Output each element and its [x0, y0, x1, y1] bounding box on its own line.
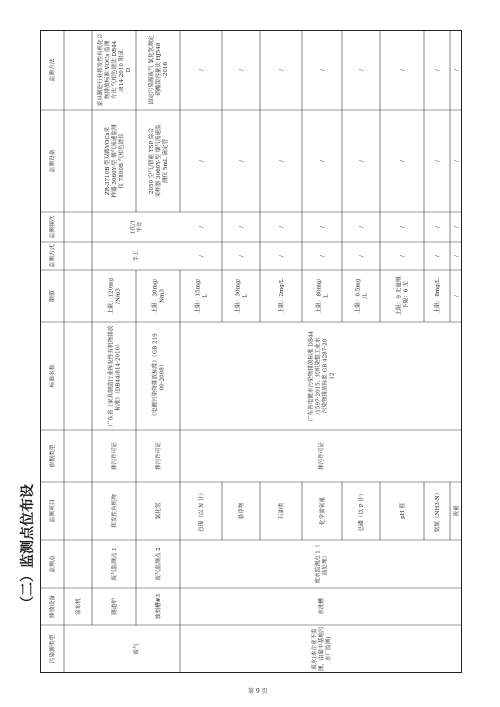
cell-device-4-line: / — [239, 160, 246, 162]
cell-device-7-text — [359, 160, 365, 162]
cell-item-7-text — [357, 491, 365, 532]
cell-item-9 — [433, 490, 441, 533]
header-basis-text — [48, 444, 56, 467]
cell-mode-6-line: / — [320, 255, 327, 257]
cell-mode-6 — [320, 255, 326, 257]
header-device — [48, 149, 56, 172]
cell-method-7 — [359, 69, 365, 71]
cell-method-1-line: /814-2010 附录 — [119, 48, 126, 92]
cell-device-5 — [279, 160, 285, 162]
cell-freq-7-text — [359, 226, 365, 228]
cell-device-6-text — [320, 160, 326, 162]
cell-method-1-line: 方法 气相色谱法 DB44 — [112, 40, 119, 100]
cell-basis-1-text — [110, 442, 118, 470]
cell-item-3-text — [197, 490, 205, 532]
cell-freq-7-line: / — [359, 226, 366, 228]
cell-limit-9-text — [433, 278, 441, 313]
cell-method-1-line: D — [126, 67, 133, 73]
cell-std-2 — [151, 333, 166, 419]
cell-limit-4-line: L — [242, 294, 249, 298]
cell-point-3-line: 前处理） — [322, 552, 329, 576]
cell-method-5-line: / — [279, 69, 286, 71]
cell-method-2-line: 硝酸银容量法 HJ548 — [156, 42, 163, 98]
cell-device-3-line: / — [199, 160, 206, 162]
cell-mode-9-text — [435, 255, 441, 257]
cell-freq-10 — [454, 226, 460, 228]
cell-mode-3-line: / — [199, 255, 206, 257]
header-type — [48, 634, 56, 663]
cell-freq-8 — [400, 226, 406, 228]
cell-limit-7-line: 上限：0.5mg — [355, 278, 362, 314]
header-type-line: 污染源类型 — [50, 634, 57, 664]
cell-device-3 — [199, 160, 205, 162]
cell-mode-5 — [279, 255, 285, 257]
cell-mode-10-text — [454, 255, 460, 257]
cell-item-4-text — [237, 502, 245, 519]
cell-std-1-text — [107, 325, 122, 426]
monitoring-table — [40, 30, 462, 673]
cell-limit-4-text — [234, 279, 249, 314]
cell-method-2-line: -2016 — [163, 61, 170, 79]
header-std-text — [48, 364, 56, 387]
cell-std-3-line: 12 — [329, 372, 336, 380]
cell-equip-1 — [110, 598, 118, 615]
cell-device-2 — [147, 124, 169, 198]
cell-mode-5-text — [279, 255, 285, 257]
cell-basis-2-text — [154, 442, 162, 470]
cell-limit-2-line: 上限：30mg/ — [152, 278, 159, 314]
cell-method-2-line: 固定污染源废气 氯化氢测定 — [149, 35, 156, 105]
cell-device-1-line: 仪 7890B 气相色谱仪 — [119, 133, 126, 189]
cell-freq-5 — [279, 226, 285, 228]
cell-std-1-line: 标准》（DB44/814-2010） — [115, 341, 122, 411]
cell-basis-3-text — [317, 442, 325, 470]
cell-limit-1-line: /Nm3 — [115, 288, 122, 304]
cell-method-8-text — [400, 69, 406, 71]
cell-item-3-line: 总镍（以 N 计） — [199, 489, 206, 533]
cell-freq-5-line: / — [279, 226, 286, 228]
cell-type-1 — [132, 643, 140, 655]
cell-basis-2-line: 排污许可证 — [156, 442, 163, 470]
cell-limit-2-text — [151, 279, 166, 314]
header-item — [48, 499, 56, 522]
cell-point-2 — [154, 547, 162, 581]
cell-equip-2-line: 蚀刻槽#3 — [156, 593, 163, 620]
cell-method-3 — [199, 69, 205, 71]
cell-mode-7-line: / — [359, 255, 366, 257]
header-freq — [48, 215, 56, 238]
header-type-text — [48, 634, 56, 663]
cell-freq-4-line: / — [239, 226, 246, 228]
cell-freq-10-line: / — [454, 226, 461, 228]
header-limit — [48, 290, 56, 302]
cell-item-4-line: 悬浮物 — [239, 502, 246, 520]
cell-freq-3-text — [199, 226, 205, 228]
cell-item-4 — [237, 502, 245, 519]
cell-device-3-text — [199, 160, 205, 162]
cell-device-1 — [103, 124, 125, 198]
cell-equip-0-text — [74, 598, 82, 615]
cell-item-10-line: 流量 — [454, 505, 461, 517]
cell-mode-8-line: / — [400, 255, 407, 257]
cell-limit-1-line: 上限：120mg — [108, 277, 115, 315]
cell-limit-2-line: Nm3 — [159, 289, 166, 303]
cell-item-10-text — [452, 505, 460, 517]
header-item-text — [48, 499, 56, 522]
cell-method-6 — [320, 69, 326, 71]
cell-method-4 — [239, 69, 245, 71]
header-equip — [48, 595, 56, 618]
cell-item-10 — [452, 505, 460, 517]
cell-item-2 — [154, 502, 162, 519]
section-title: （二）监测点位布设 — [20, 484, 36, 610]
cell-method-2-text — [147, 35, 169, 104]
cell-device-8-text — [400, 160, 406, 162]
cell-limit-3-line: L — [202, 294, 209, 298]
cell-item-1-line: 挥发性有机物 — [112, 494, 119, 528]
cell-limit-10 — [454, 295, 460, 297]
header-point-line: 监测点 — [50, 555, 57, 573]
cell-device-4 — [239, 160, 245, 162]
cell-mode-3 — [199, 255, 205, 257]
header-equip-line: 排放设备 — [50, 594, 57, 619]
cell-method-1-line: 家具制造行业挥发性有机化合 — [98, 33, 105, 107]
cell-basis-1-line: 排污许可证 — [112, 442, 119, 470]
cell-method-9-text — [435, 69, 441, 71]
cell-equip-0-line: 涂布机 — [76, 598, 83, 615]
cell-freq-1-text — [129, 220, 144, 235]
cell-device-4-text — [239, 160, 245, 162]
cell-limit-3-line: 上限：15mg/ — [195, 278, 202, 314]
cell-limit-1 — [107, 277, 122, 314]
cell-item-5-text — [277, 502, 285, 519]
cell-mode-9 — [435, 255, 441, 257]
cell-mode-7 — [359, 255, 365, 257]
cell-item-6 — [318, 497, 326, 525]
cell-equip-3-line: 水洗槽 — [319, 598, 326, 615]
cell-item-8 — [398, 503, 406, 519]
cell-freq-6-line: / — [320, 226, 327, 228]
cell-limit-10-text — [454, 295, 460, 297]
cell-method-10-text — [454, 69, 460, 71]
cell-type-1-line: 废气 — [134, 643, 141, 655]
header-basis-line: 依据类型 — [50, 444, 57, 468]
cell-mode-8-text — [400, 255, 406, 257]
cell-device-7 — [359, 160, 365, 162]
cell-device-9-line: / — [435, 160, 442, 162]
header-device-line: 监测设备 — [50, 149, 57, 173]
header-equip-text — [48, 595, 56, 618]
cell-device-1-text — [103, 124, 125, 198]
cell-item-8-line: pH 值 — [400, 503, 407, 519]
cell-method-6-text — [320, 69, 326, 71]
cell-limit-3 — [194, 279, 209, 314]
header-device-text — [48, 149, 56, 172]
cell-method-2 — [147, 35, 169, 104]
cell-limit-8-line: 上限：9 无量纲 — [396, 276, 403, 316]
cell-equip-2 — [154, 594, 162, 619]
cell-limit-8-text — [395, 276, 410, 315]
cell-std-2-text — [151, 333, 166, 419]
cell-std-3-line: 广东省电镀水污染物排放标准 DB44 — [308, 330, 315, 422]
header-method-line: 监测方法 — [50, 58, 57, 82]
cell-mode-8 — [400, 255, 406, 257]
cell-freq-10-text — [454, 226, 460, 228]
cell-mode-10-line: / — [454, 255, 461, 257]
cell-type-3-line: 测，由蒙丰基地污 — [319, 626, 326, 672]
monitoring-table-grid — [40, 30, 462, 673]
cell-freq-9-text — [435, 226, 441, 228]
cell-device-7-line: / — [359, 160, 366, 162]
cell-std-1 — [107, 325, 122, 426]
cell-method-3-line: / — [199, 69, 206, 71]
cell-device-5-text — [279, 160, 285, 162]
cell-equip-3-text — [317, 598, 325, 615]
cell-std-3-text — [307, 330, 336, 421]
cell-basis-2 — [154, 442, 162, 470]
cell-method-5-text — [279, 69, 285, 71]
cell-point-3-text — [314, 544, 329, 583]
cell-device-10-line: / — [454, 160, 461, 162]
cell-point-1-text — [110, 547, 118, 580]
cell-equip-1-text — [110, 598, 118, 615]
cell-point-3 — [314, 544, 329, 583]
cell-method-10 — [454, 69, 460, 71]
cell-method-3-text — [199, 69, 205, 71]
cell-std-3-line: 污染物排放标准 GB 4287-20 — [322, 338, 329, 414]
cell-device-2-text — [147, 124, 169, 198]
cell-device-8 — [400, 160, 406, 162]
header-freq-line: 监测频次 — [50, 215, 57, 239]
cell-freq-8-text — [400, 226, 406, 228]
cell-freq-4 — [239, 226, 245, 228]
cell-mode-5-line: / — [279, 255, 286, 257]
cell-std-2-line: 《电镀污染物排放标准》（GB 219 — [152, 333, 159, 419]
cell-limit-8 — [395, 276, 410, 315]
cell-mode-9-line: / — [435, 255, 442, 257]
header-basis — [48, 444, 56, 467]
cell-basis-3 — [317, 442, 325, 470]
cell-type-3-line: 水厂监测) — [326, 636, 333, 662]
cell-method-7-line: / — [359, 69, 366, 71]
cell-limit-6 — [315, 279, 330, 314]
header-item-line: 监测项目 — [50, 499, 57, 523]
cell-device-10-text — [454, 160, 460, 162]
cell-method-4-line: / — [239, 69, 246, 71]
cell-device-9 — [435, 160, 441, 162]
cell-mode-4-text — [239, 255, 245, 257]
header-method-text — [48, 58, 56, 81]
cell-item-1-text — [110, 494, 118, 528]
cell-mode-3-text — [199, 255, 205, 257]
cell-limit-4-line: 上限：30mg/ — [235, 278, 242, 314]
cell-limit-6-text — [315, 279, 330, 314]
cell-freq-1-line: 半年 — [137, 221, 144, 233]
cell-limit-4 — [234, 279, 249, 314]
cell-method-1-text — [96, 33, 132, 106]
cell-limit-5-text — [277, 278, 285, 313]
cell-mode-1-line: 手工 — [134, 250, 141, 262]
cell-method-1 — [96, 33, 132, 106]
cell-device-1-line: 样器 3060Y-型 烟气流速监测 — [112, 124, 119, 198]
cell-freq-6 — [320, 226, 326, 228]
cell-point-3-line: 废水监测点 1（ — [315, 544, 322, 584]
cell-limit-5 — [277, 278, 285, 313]
cell-method-5 — [279, 69, 285, 71]
cell-basis-3-line: 排污许可证 — [319, 442, 326, 470]
cell-device-1-line: ZR-3710B 型双路VOCs采 — [105, 126, 112, 196]
cell-limit-2 — [151, 279, 166, 314]
cell-point-1-line: 废气监测点 1 — [112, 547, 119, 581]
cell-mode-1-text — [132, 250, 140, 262]
cell-limit-5-line: 上限：2mg/L — [279, 278, 286, 314]
table-border — [41, 31, 462, 673]
cell-method-10-line: / — [454, 69, 461, 71]
cell-freq-3 — [199, 226, 205, 228]
cell-method-9 — [435, 69, 441, 71]
cell-limit-7 — [354, 278, 369, 313]
cell-item-7 — [357, 491, 365, 532]
cell-device-2-line: 测仪 5mL 滴定管 — [163, 138, 170, 184]
cell-freq-8-line: / — [400, 226, 407, 228]
cell-equip-1-line: 隧道炉 — [112, 598, 119, 615]
cell-item-9-line: 氨氮（NH3-N） — [435, 489, 442, 533]
cell-freq-9-line: / — [435, 226, 442, 228]
cell-freq-4-text — [239, 226, 245, 228]
cell-method-7-text — [359, 69, 365, 71]
cell-std-2-line: 00-2008） — [159, 361, 166, 391]
cell-item-7-line: 总磷（以 P 计） — [359, 490, 366, 532]
cell-method-1-line: 物排放标准 VOCs 监测 — [105, 40, 112, 100]
cell-freq-3-line: / — [199, 226, 206, 228]
header-std-line: 标准名称 — [50, 364, 57, 388]
cell-item-8-text — [398, 503, 406, 519]
cell-device-9-text — [435, 160, 441, 162]
cell-freq-5-text — [279, 226, 285, 228]
header-mode — [48, 244, 56, 267]
cell-mode-4 — [239, 255, 245, 257]
cell-device-6 — [320, 160, 326, 162]
cell-device-8-line: / — [400, 160, 407, 162]
cell-mode-10 — [454, 255, 460, 257]
cell-limit-8-line: 下限：6 无 — [403, 281, 410, 311]
cell-item-5-line: 石油类 — [279, 502, 286, 520]
cell-freq-7 — [359, 226, 365, 228]
header-method — [48, 58, 56, 81]
cell-mode-1 — [132, 250, 140, 262]
cell-mode-6-text — [320, 255, 326, 257]
cell-limit-9-line: 上限：8mg/L — [435, 278, 442, 314]
cell-equip-2-text — [154, 594, 162, 619]
cell-limit-7-text — [354, 278, 369, 313]
cell-limit-3-text — [194, 279, 209, 314]
cell-device-10 — [454, 160, 460, 162]
cell-limit-6-line: L — [323, 294, 330, 298]
header-point-text — [48, 555, 56, 573]
cell-point-1 — [110, 547, 118, 580]
cell-std-3 — [307, 330, 336, 421]
cell-device-6-line: / — [320, 160, 327, 162]
cell-method-6-line: / — [320, 69, 327, 71]
header-mode-text — [48, 244, 56, 267]
cell-device-5-line: / — [279, 160, 286, 162]
cell-type-3-text — [310, 626, 332, 671]
cell-point-2-text — [154, 547, 162, 581]
cell-limit-6-line: 上限：80mg/ — [316, 278, 323, 314]
cell-mode-4-line: / — [239, 255, 246, 257]
cell-equip-0 — [74, 598, 82, 615]
cell-mode-7-text — [359, 255, 365, 257]
cell-equip-3 — [317, 598, 325, 615]
cell-item-3 — [197, 490, 205, 532]
cell-point-2-line: 废气监测点 2 — [156, 547, 163, 581]
cell-method-9-line: / — [435, 69, 442, 71]
cell-method-4-text — [239, 69, 245, 71]
cell-freq-1-line: 1次/1 — [130, 219, 137, 235]
cell-std-1-line: 广东省《家具制造行业挥发性有机物排放 — [108, 325, 115, 427]
header-limit-text — [48, 290, 56, 302]
cell-item-5 — [277, 502, 285, 519]
cell-limit-1-text — [107, 277, 122, 314]
header-limit-line: 限值 — [50, 290, 57, 302]
cell-basis-1 — [110, 442, 118, 470]
cell-method-8-line: / — [400, 69, 407, 71]
header-std — [48, 364, 56, 387]
cell-method-8 — [400, 69, 406, 71]
cell-item-6-text — [318, 497, 326, 525]
cell-device-2-line: 采样器 3060Y-型 烟气流速监 — [156, 124, 163, 198]
cell-freq-9 — [435, 226, 441, 228]
cell-item-2-text — [154, 502, 162, 519]
cell-type-1-text — [132, 643, 140, 655]
cell-item-1 — [110, 494, 118, 528]
page-number: 第 9 页 — [248, 688, 268, 695]
header-freq-text — [48, 215, 56, 238]
cell-device-2-line: 2050 空气/智能 TSP 综合 — [149, 127, 156, 195]
cell-limit-7-line: /L — [362, 293, 369, 299]
cell-type-3 — [310, 626, 332, 671]
cell-type-3-line: 废水(本企业不监 — [312, 628, 319, 670]
cell-limit-10-line: / — [454, 295, 461, 297]
cell-freq-1 — [129, 220, 144, 235]
cell-item-6-line: 化学需氧量 — [320, 497, 327, 525]
header-mode-line: 监测方式 — [50, 244, 57, 268]
cell-limit-9 — [433, 278, 441, 313]
cell-std-3-line: /1597-2015、纺织染整工业水 — [315, 337, 322, 415]
cell-freq-6-text — [320, 226, 326, 228]
cell-item-9-text — [433, 490, 441, 533]
cell-item-2-line: 氯化氢 — [156, 502, 163, 520]
header-point — [48, 555, 56, 573]
